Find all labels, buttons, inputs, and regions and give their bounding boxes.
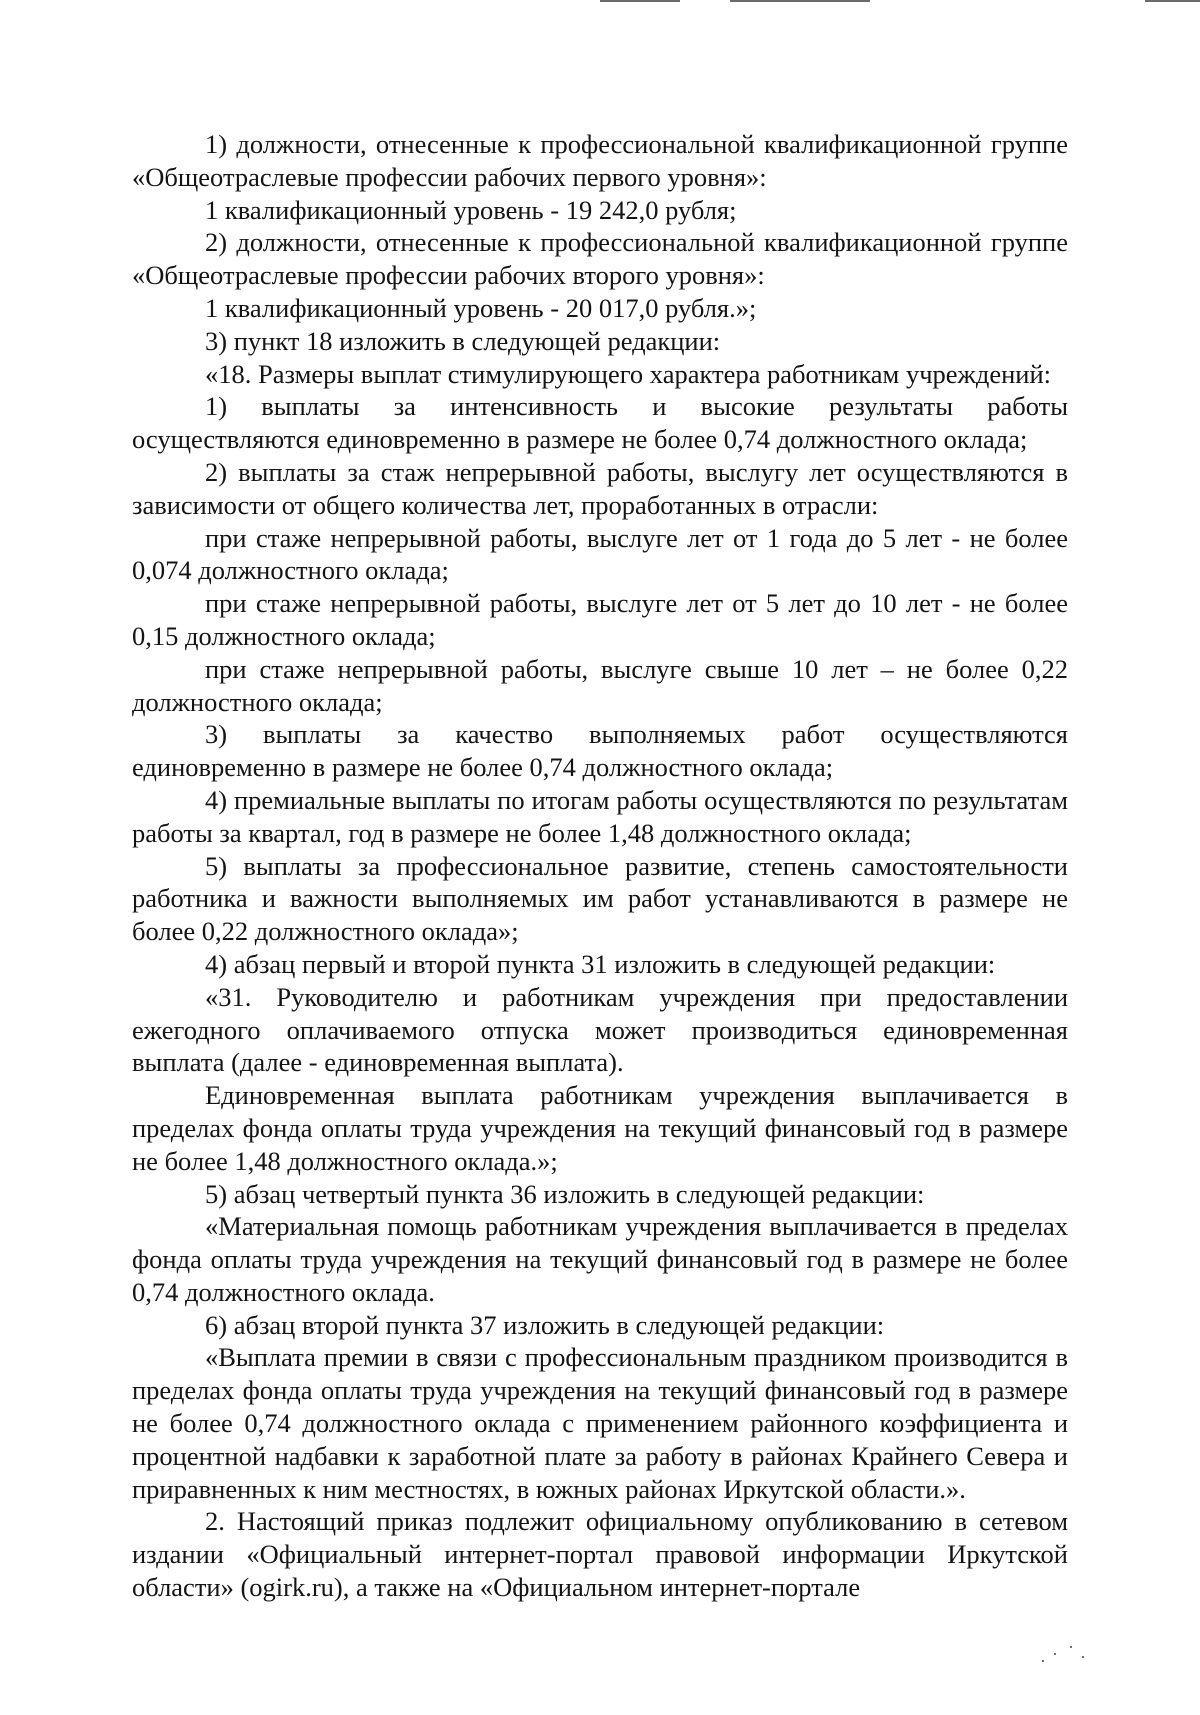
speckle	[1042, 1660, 1044, 1662]
scan-mark	[1145, 0, 1200, 2]
paragraph-9: при стаже непрерывной работы, выслуге лет от 1 года до 5 лет - не более 0,074 должностного оклада;	[132, 522, 1068, 586]
speckle	[1054, 1653, 1056, 1655]
paragraph-13: 4) премиальные выплаты по итогам работы осуществляются по результатам работы за квартал, год в размере не более 1,48 должностного оклада;	[132, 784, 1068, 848]
paragraph-22: 2. Настоящий приказ подлежит официальному опубликованию в сетевом издании «Официальный интернет-портал правовой информации Иркутской области» (ogirk.ru), а также на «Официальном интернет-портале	[132, 1506, 1068, 1603]
paragraph-5: 3) пункт 18 изложить в следующей редакции:	[205, 325, 721, 356]
paragraph-18: 5) абзац четвертый пункта 36 изложить в следующей редакции:	[205, 1178, 925, 1209]
paragraph-11: при стаже непрерывной работы, выслуге свыше 10 лет – не более 0,22 должностного оклада;	[132, 653, 1068, 717]
paragraph-17: Единовременная выплата работникам учреждения выплачивается в пределах фонда оплаты труда учреждения на текущий финансовый год в размере не более 1,48 должностного оклада.»;	[132, 1080, 1068, 1176]
scan-speckles	[1040, 1640, 1100, 1670]
paragraph-2: 1 квалификационный уровень - 19 242,0 рубля;	[205, 194, 737, 225]
paragraph-3: 2) должности, отнесенные к профессиональной квалификационной группе «Общеотраслевые профессии рабочих второго уровня»:	[132, 227, 1068, 291]
scan-mark	[600, 0, 680, 2]
paragraph-19: «Материальная помощь работникам учреждения выплачивается в пределах фонда оплаты труда учреждения на текущий финансовый год в размере не более 0,74 должностного оклада.	[132, 1211, 1068, 1307]
paragraph-7: 1) выплаты за интенсивность и высокие результаты работы осуществляются единовременно в размере не более 0,74 должностного оклада;	[132, 391, 1068, 455]
paragraph-4: 1 квалификационный уровень - 20 017,0 рубля.»;	[205, 292, 757, 323]
paragraph-1: 1) должности, отнесенные к профессиональной квалификационной группе «Общеотраслевые профессии рабочих первого уровня»:	[132, 129, 1068, 192]
paragraph-16: «31. Руководителю и работникам учреждения при предоставлении ежегодного оплачиваемого отпуска может производиться единовременная выплата (далее - единовременная выплата).	[132, 981, 1068, 1078]
paragraph-10: при стаже непрерывной работы, выслуге лет от 5 лет до 10 лет - не более 0,15 должностного оклада;	[132, 588, 1068, 651]
paragraph-20: 6) абзац второй пункта 37 изложить в следующей редакции:	[205, 1309, 885, 1340]
speckle	[1082, 1656, 1084, 1658]
paragraph-15: 4) абзац первый и второй пункта 31 изложить в следующей редакции:	[205, 948, 996, 979]
document-body	[132, 128, 1068, 1604]
paragraph-6: «18. Размеры выплат стимулирующего характера работникам учреждений:	[205, 358, 1051, 389]
paragraph-21: «Выплата премии в связи с профессиональным праздником производится в пределах фонда оплаты труда учреждения на текущий финансовый год в размере не более 0,74 должностного оклада с применением районного коэффициента и процентной надбавки к заработной плате за работу в районах Крайнего Севера и приравненных к ним местностях, в южных районах Иркутской области.».	[132, 1342, 1068, 1504]
speckle	[1070, 1646, 1072, 1648]
paragraph-12: 3) выплаты за качество выполняемых работ осуществляются единовременно в размере не более 0,74 должностного оклада;	[132, 719, 1068, 783]
scan-artifact-top	[0, 0, 1200, 6]
paragraph-14: 5) выплаты за профессиональное развитие, степень самостоятельности работника и важности выполняемых им работ устанавливаются в размере не более 0,22 должностного оклада»;	[132, 850, 1068, 947]
scan-mark	[730, 0, 870, 2]
paragraph-8: 2) выплаты за стаж непрерывной работы, выслугу лет осуществляются в зависимости от общего количества лет, проработанных в отрасли:	[132, 456, 1068, 520]
